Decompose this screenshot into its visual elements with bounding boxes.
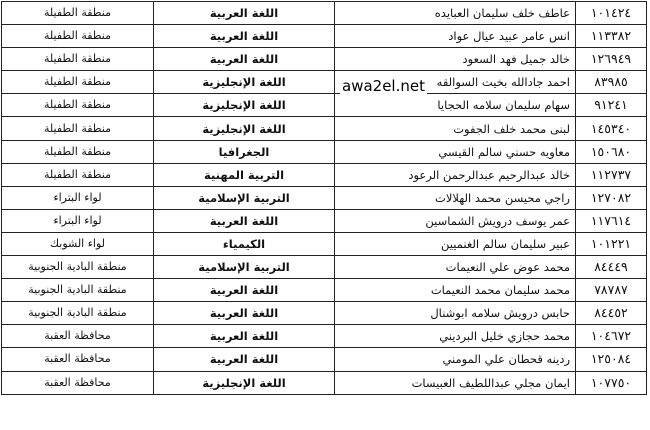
row-number-cell: ٩١٢٤١ <box>576 94 647 117</box>
row-region-cell: منطقة الطفيلة <box>2 163 154 186</box>
row-region-cell: منطقة الطفيلة <box>2 117 154 140</box>
row-name-cell: معاويه حسني سالم القيسي <box>335 140 576 163</box>
table-row <box>2 209 647 232</box>
row-name-cell: سهام سليمان سلامه الحجايا <box>335 94 576 117</box>
row-name-cell: عبير سليمان سالم الغنميين <box>335 232 576 255</box>
table-row <box>2 48 647 71</box>
row-number-cell: ١٢٥٠٨٤ <box>576 348 647 371</box>
row-subject-cell: التربية الإسلامية <box>154 186 335 209</box>
row-region-cell: لواء الشوبك <box>2 232 154 255</box>
row-region-cell: محافظة العقبة <box>2 371 154 394</box>
row-region-cell: محافظة العقبة <box>2 348 154 371</box>
row-name-cell: عاطف خلف سليمان العبايده <box>335 2 576 25</box>
row-subject-cell: اللغة العربية <box>154 279 335 302</box>
candidates-table <box>1 1 647 395</box>
table-row <box>2 94 647 117</box>
table-row <box>2 71 647 94</box>
row-subject-cell: اللغة الإنجليزية <box>154 117 335 140</box>
row-subject-cell: الكيمياء <box>154 232 335 255</box>
row-region-cell: منطقة الطفيلة <box>2 94 154 117</box>
row-subject-cell: اللغة العربية <box>154 2 335 25</box>
row-subject-cell: اللغة العربية <box>154 348 335 371</box>
row-name-cell: انس عامر عبيد عيال عواد <box>335 25 576 48</box>
row-number-cell: ١٠١٢٢١ <box>576 232 647 255</box>
row-name-cell: ردينه قحطان علي المومني <box>335 348 576 371</box>
table-row <box>2 302 647 325</box>
row-subject-cell: اللغة الإنجليزية <box>154 94 335 117</box>
table-row <box>2 325 647 348</box>
row-number-cell: ١١٣٣٨٢ <box>576 25 647 48</box>
table-row <box>2 163 647 186</box>
row-region-cell: لواء البتراء <box>2 186 154 209</box>
table-row <box>2 25 647 48</box>
row-number-cell: ١٤٥٣٤٠ <box>576 117 647 140</box>
row-name-cell: لبنى محمد خلف الجفوت <box>335 117 576 140</box>
row-region-cell: منطقة الطفيلة <box>2 25 154 48</box>
row-region-cell: منطقة الطفيلة <box>2 48 154 71</box>
row-subject-cell: اللغة العربية <box>154 302 335 325</box>
row-name-cell: خالد عبدالرحيم عبدالرحمن الرعود <box>335 163 576 186</box>
row-number-cell: ١١٧٦١٤ <box>576 209 647 232</box>
table-row <box>2 186 647 209</box>
table-row <box>2 371 647 394</box>
row-subject-cell: اللغة العربية <box>154 325 335 348</box>
table-row <box>2 117 647 140</box>
candidates-table-body <box>2 2 647 395</box>
row-name-cell: عمر يوسف درويش الشماسين <box>335 209 576 232</box>
row-region-cell: منطقة البادية الجنوبية <box>2 302 154 325</box>
row-region-cell: منطقة الطفيلة <box>2 71 154 94</box>
row-subject-cell: اللغة العربية <box>154 48 335 71</box>
row-name-cell: راجي محيسن محمد الهلالات <box>335 186 576 209</box>
row-region-cell: منطقة الطفيلة <box>2 140 154 163</box>
row-number-cell: ٨٤٤٥٢ <box>576 302 647 325</box>
row-name-cell: محمد حجازي خليل البرديني <box>335 325 576 348</box>
row-name-cell: خالد جميل فهد السعود <box>335 48 576 71</box>
row-region-cell: محافظة العقبة <box>2 325 154 348</box>
row-subject-cell: الجغرافيا <box>154 140 335 163</box>
row-name-cell: محمد عوض علي النعيمات <box>335 256 576 279</box>
row-number-cell: ١٢٦٩٤٩ <box>576 48 647 71</box>
row-number-cell: ٧٨٧٨٧ <box>576 279 647 302</box>
row-region-cell: منطقة البادية الجنوبية <box>2 256 154 279</box>
row-subject-cell: التربية المهنية <box>154 163 335 186</box>
table-row <box>2 2 647 25</box>
row-region-cell: منطقة الطفيلة <box>2 2 154 25</box>
row-number-cell: ٨٣٩٨٥ <box>576 71 647 94</box>
table-row <box>2 256 647 279</box>
row-name-cell: ايمان مجلي عبداللطيف العبيسات <box>335 371 576 394</box>
row-number-cell: ١٠١٤٢٤ <box>576 2 647 25</box>
row-subject-cell: اللغة الإنجليزية <box>154 71 335 94</box>
row-number-cell: ٨٤٤٤٩ <box>576 256 647 279</box>
row-region-cell: منطقة البادية الجنوبية <box>2 279 154 302</box>
row-subject-cell: اللغة العربية <box>154 25 335 48</box>
row-number-cell: ١٠٧٧٥٠ <box>576 371 647 394</box>
row-name-cell: محمد سليمان محمد النعيمات <box>335 279 576 302</box>
row-name-cell: احمد جادالله بخيت السوالقه <box>335 71 576 94</box>
row-number-cell: ١١٢٧٣٧ <box>576 163 647 186</box>
row-subject-cell: التربية الإسلامية <box>154 256 335 279</box>
row-name-cell: حابس درويش سلامه ابوشنال <box>335 302 576 325</box>
row-number-cell: ١٠٤٦٧٢ <box>576 325 647 348</box>
row-region-cell: لواء البتراء <box>2 209 154 232</box>
table-row <box>2 279 647 302</box>
row-subject-cell: اللغة العربية <box>154 209 335 232</box>
row-number-cell: ١٢٧٠٨٢ <box>576 186 647 209</box>
table-row <box>2 348 647 371</box>
site-watermark: awa2el.net <box>342 77 425 95</box>
row-number-cell: ١٥٠٦٨٠ <box>576 140 647 163</box>
table-row <box>2 232 647 255</box>
row-subject-cell: اللغة الإنجليزية <box>154 371 335 394</box>
table-row <box>2 140 647 163</box>
